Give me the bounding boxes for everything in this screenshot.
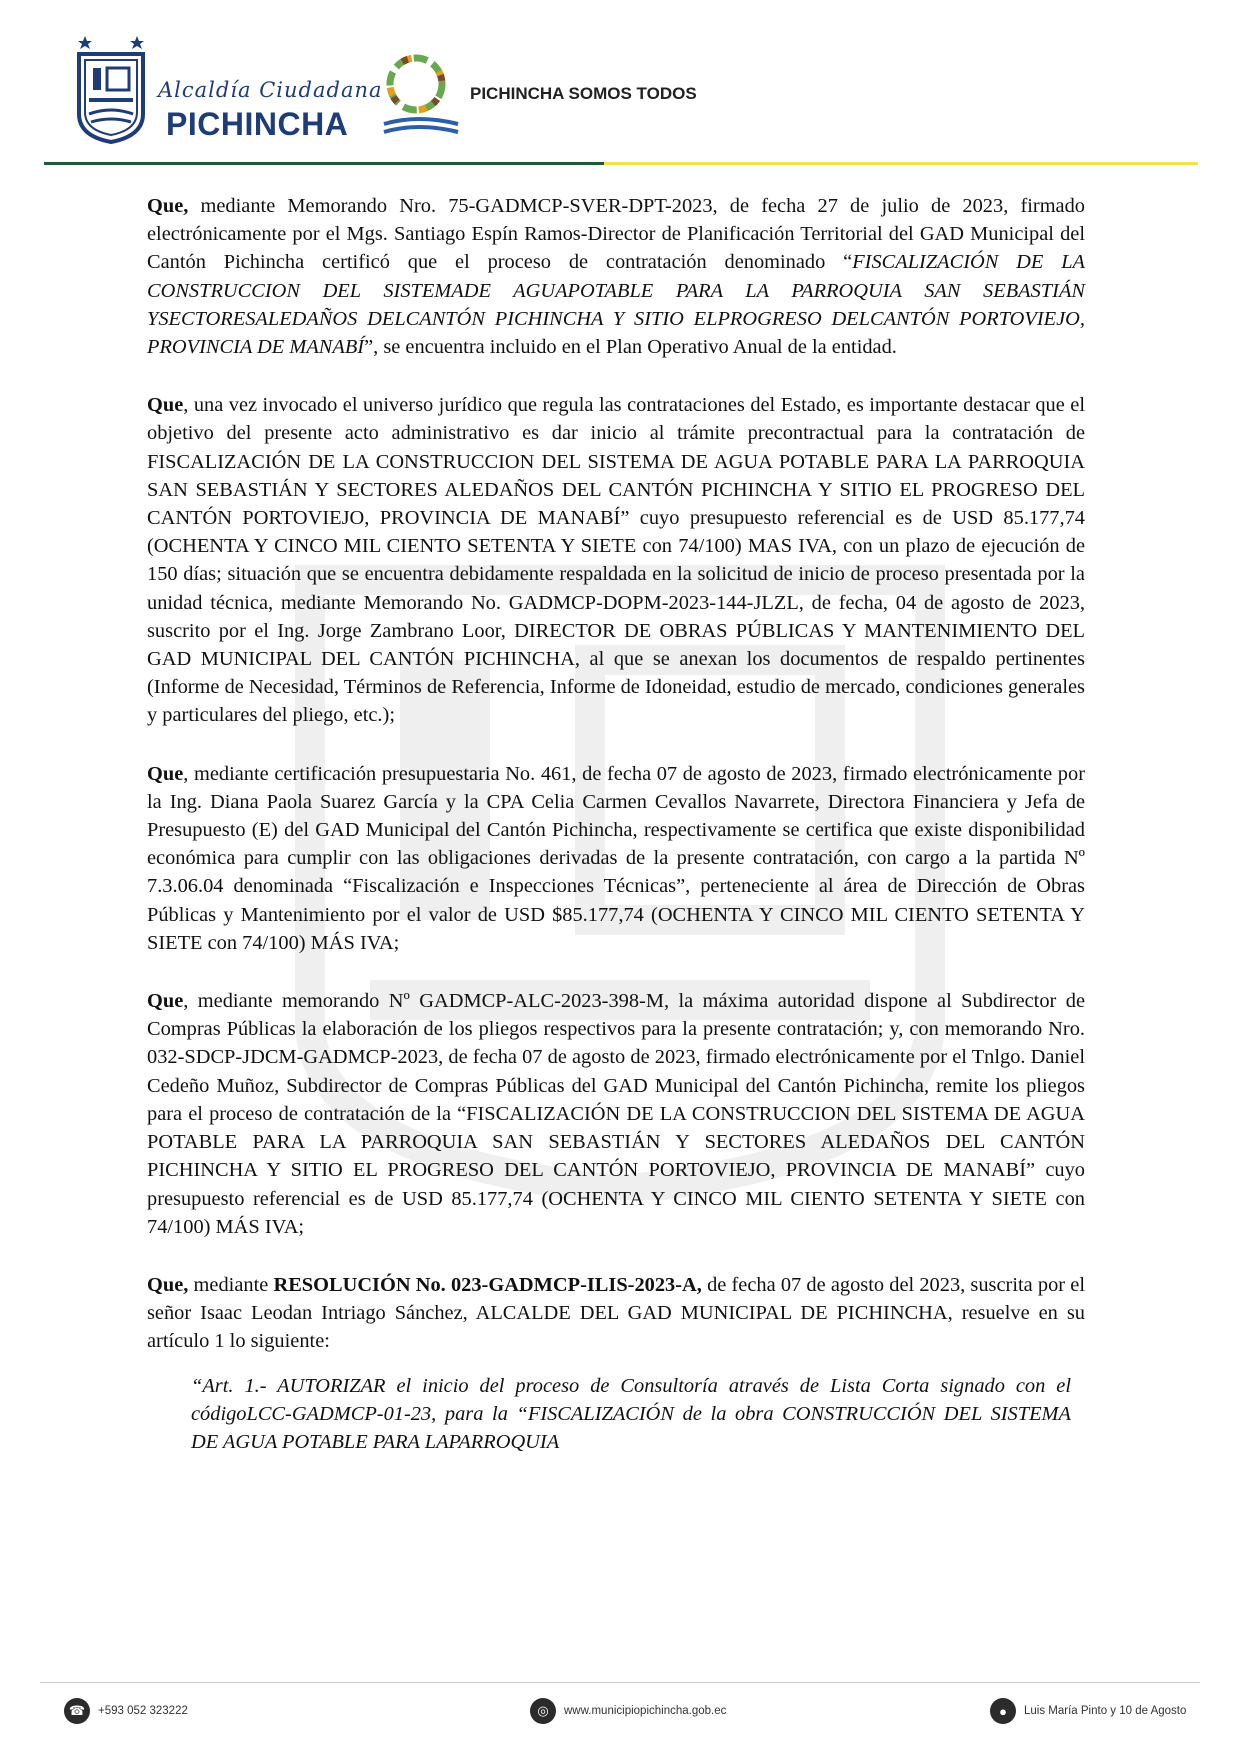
brand-script-text: Alcaldía Ciudadana [158, 78, 383, 102]
quoted-article: “Art. 1.- AUTORIZAR el inicio del proceso de Consultoría através de Lista Corta signado con el códigoLCC-GADMCP-01-23, para la “FISCALIZACIÓN de la obra CONSTRUCCIÓN DEL SISTEMA DE AGUA POTABLE PARA LAPARROQUIA [191, 1374, 1071, 1453]
footer-phone-text: +593 052 323222 [98, 1705, 188, 1717]
paragraph-lead: Que [147, 990, 184, 1013]
letterhead [0, 0, 1240, 170]
paragraph-text: mediante Memorando Nro. 75-GADMCP-SVER-DPT-2023, de fecha 27 de julio de 2023, firmado electrónicamente por el Mgs. Santiago Espín Ramos-Director de Planificación Territorial del GAD Municipal del Cantón Pichincha certificó que el proceso de contratación denominado “ [147, 195, 1085, 274]
paragraph-text: ”, se encuentra incluido en el Plan Operativo Anual de la entidad. [364, 336, 897, 359]
paragraph-lead: Que, [147, 1273, 189, 1296]
municipal-crest-icon [75, 36, 147, 144]
brand-name: PICHINCHA [166, 106, 349, 142]
paragraph-text: , mediante memorando Nº GADMCP-ALC-2023-398-M, la máxima autoridad dispone al Subdirector de Compras Públicas la elaboración de los pliegos respectivos para la presente contratación; y, con memorando Nro. 032-SDCP-JDCM-GADMCP-2023, de fecha 07 de agosto de 2023, firmado electrónicamente por el Tnlgo. Daniel Cedeño Muñoz, Subdirector de Compras Públicas del GAD Municipal del Cantón Pichincha, remite los pliegos para el proceso de contratación de la “FISCALIZACIÓN DE LA CONSTRUCCION DEL SISTEMA DE AGUA POTABLE PARA LA PARROQUIA SAN SEBASTIÁN Y SECTORES ALEDAÑOS DEL CANTÓN PICHINCHA Y SITIO EL PROGRESO DEL CANTÓN PORTOVIEJO, PROVINCIA DE MANABÍ” cuyo presupuesto referencial es de USD 85.177,74 (OCHENTA Y CINCO MIL CIENTO SETENTA Y SIETE con 74/100) MÁS IVA; [147, 990, 1085, 1238]
globe-icon: ◎ [530, 1698, 556, 1724]
footer-website[interactable] [530, 1698, 726, 1724]
header-divider [44, 162, 1198, 165]
italic-title: FISCALIZACIÓN DE LA CONSTRUCCION DEL SISTEMADE AGUAPOTABLE PARA LA PARROQUIA SAN SEBASTIÁN YSECTORESALEDAÑOS DELCANTÓN PICHINCHA Y SITIO ELPROGRESO DELCANTÓN PORTOVIEJO, PROVINCIA DE MANABÍ [147, 251, 1085, 359]
paragraph [147, 1271, 1085, 1356]
bold-reference: RESOLUCIÓN No. 023-GADMCP-ILIS-2023-A, [273, 1273, 702, 1296]
paragraph-text: , mediante certificación presupuestaria No. 461, de fecha 07 de agosto de 2023, firmado electrónicamente por la Ing. Diana Paola Suarez García y la CPA Celia Carmen Cevallos Navarrete, Directora Financiera y Jefa de Presupuesto (E) del GAD Municipal del Cantón Pichincha, respectivamente se certifica que existe disponibilidad económica para cumplir con las obligaciones derivadas de la presente contratación, con cargo a la partida Nº 7.3.06.04 denominada “Fiscalización e Inspecciones Técnicas”, perteneciente al área de Dirección de Obras Públicas y Mantenimiento por el valor de USD $85.177,74 (OCHENTA Y CINCO MIL CIENTO SETENTA Y SIETE con 74/100) MÁS IVA; [147, 762, 1085, 954]
paragraph-text: mediante [188, 1273, 274, 1296]
phone-icon: ☎ [64, 1698, 90, 1724]
footer [0, 1688, 1240, 1738]
paragraph-lead: Que [147, 394, 184, 417]
paragraph [147, 391, 1085, 729]
slogan: PICHINCHA SOMOS TODOS [470, 84, 697, 103]
location-pin-icon: ● [990, 1698, 1016, 1724]
footer-divider [40, 1682, 1200, 1683]
paragraph [147, 760, 1085, 957]
paragraph-text: de fecha 07 de agosto del 2023, suscrita por el señor Isaac Leodan Intriago Sánchez, ALCALDE DEL GAD MUNICIPAL DE PICHINCHA, resuelve en su artículo 1 lo siguiente: [147, 1273, 1085, 1353]
pichincha-ring-logo-icon [378, 42, 462, 142]
footer-address-text: Luis María Pinto y 10 de Agosto [1024, 1705, 1187, 1717]
footer-phone [64, 1698, 188, 1724]
paragraph-lead: Que [147, 762, 184, 785]
paragraph-lead: Que, [147, 195, 189, 217]
footer-website-text[interactable]: www.municipiopichincha.gob.ec [564, 1705, 727, 1717]
footer-address [990, 1698, 1186, 1724]
paragraph-text: , una vez invocado el universo jurídico que regula las contrataciones del Estado, es importante destacar que el objetivo del presente acto administrativo es dar inicio al trámite precontractual para la contratación de FISCALIZACIÓN DE LA CONSTRUCCION DEL SISTEMA DE AGUA POTABLE PARA LA PARROQUIA SAN SEBASTIÁN Y SECTORES ALEDAÑOS DEL CANTÓN PICHINCHA Y SITIO EL PROGRESO DEL CANTÓN PORTOVIEJO, PROVINCIA DE MANABÍ” cuyo presupuesto referencial es de USD 85.177,74 (OCHENTA Y CINCO MIL CIENTO SETENTA Y SIETE con 74/100) MAS IVA, con un plazo de ejecución de 150 días; situación que se encuentra debidamente respaldada en la solicitud de inicio de proceso presentada por la unidad técnica, mediante Memorando No. GADMCP-DOPM-2023-144-JLZL, de fecha, 04 de agosto de 2023, suscrito por el Ing. Jorge Zambrano Loor, DIRECTOR DE OBRAS PÚBLICAS Y MANTENIMIENTO DEL GAD MUNICIPAL DEL CANTÓN PICHINCHA, al que se anexan los documentos de respaldo pertinentes (Informe de Necesidad, Términos de Referencia, Informe de Idoneidad, estudio de mercado, condiciones generales y particulares del pliego, etc.); [147, 394, 1085, 727]
paragraph [147, 987, 1085, 1241]
paragraph [147, 192, 1085, 361]
document-body [147, 192, 1085, 1456]
